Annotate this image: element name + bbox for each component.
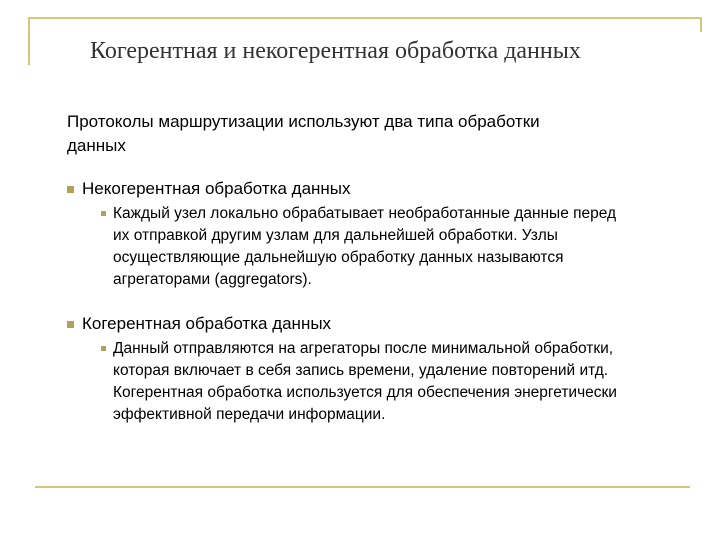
small-square-bullet-icon (101, 346, 106, 351)
sub-bullet-text: Данный отправляются на агрегаторы после минимальной обработки, которая включает в себя запись времени, удаление повторений итд. Когерентная обработка используется для обеспечения энергетически эффективной передачи информации. (113, 340, 617, 423)
frame-top-line (28, 17, 702, 19)
intro-text: Протоколы маршрутизации используют два типа обработки данных (67, 112, 540, 155)
bullet-heading: Когерентная обработка данных (82, 314, 332, 333)
bullet-item (67, 312, 667, 336)
sub-bullet-text: Каждый узел локально обрабатывает необработанные данные перед их отправкой другим узлам для дальнейшей обработки. Узлы осуществляющие дальнейшую обработку данных называются агрегаторами (aggregators). (113, 205, 617, 288)
square-bullet-icon (67, 186, 74, 193)
small-square-bullet-icon (101, 211, 106, 216)
frame-right-tick (700, 17, 702, 32)
bullet-item (67, 177, 667, 201)
square-bullet-icon (67, 321, 74, 328)
bullet-heading: Некогерентная обработка данных (82, 179, 351, 198)
frame-left-tick (28, 17, 30, 65)
sub-bullet-item (101, 338, 621, 426)
slide-title: Когерентная и некогерентная обработка данных (90, 38, 581, 64)
frame-bottom-line (35, 486, 690, 488)
sub-bullet-item (101, 203, 621, 291)
section-noncoherent (67, 177, 667, 291)
section-coherent (67, 312, 667, 426)
